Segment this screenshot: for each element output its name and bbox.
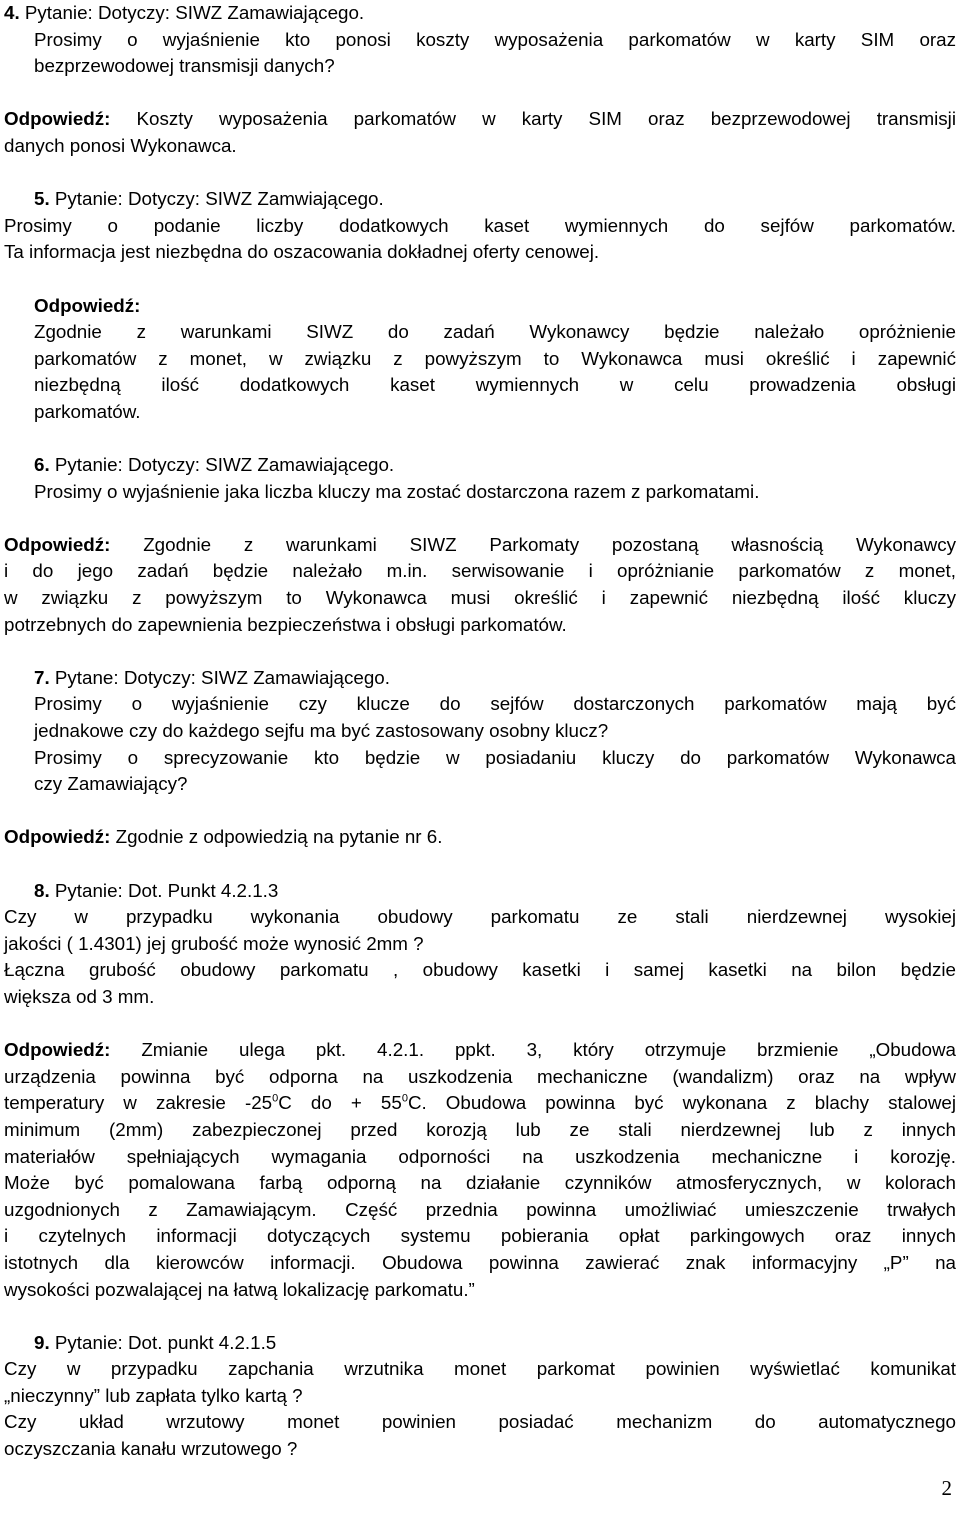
answer-label: Odpowiedź: <box>4 533 111 555</box>
question-6 <box>4 452 956 638</box>
question-7 <box>4 665 956 851</box>
question-4 <box>4 0 956 160</box>
question-topic: Dotyczy: SIWZ Zamawiającego. <box>127 454 395 476</box>
question-topic: Dotyczy: SIWZ Zamawiającego. <box>123 666 390 688</box>
answer-label: Odpowiedź: <box>4 826 111 848</box>
page-number: 2 <box>941 1476 952 1500</box>
question-9 <box>4 1330 956 1463</box>
question-topic: Dotyczy: SIWZ Zamawiającego. <box>97 2 365 23</box>
answer: Odpowiedź: Zmianie ulega pkt. 4.2.1. ppkt. 3, który otrzymuje brzmienie „Obudowa urządzenia powinna być odporna na uszkodzenia mechaniczne (wandalizm) oraz na wpływ temperatury w zakresie $-25^0C$ do + $55^0C$. Obudowa powinna być wykonana z blachy stalowej minimum (2mm) zabezpieczonej przed korozją lub ze stali nierdzewnej lub z innych materiałów spełniających wymagania odporności na uszkodzenia mechaniczne i korozję. Może być pomalowana farbą odporną na działanie czynników atmosferycznych, w kolorach uzgodnionych z Zamawiającym. Część przednia powinna umożliwiać umieszczenie trwałych i czytelnych informacji dotyczących systemu pobierania opłat parkingowych oraz innych istotnych dla kierowców informacji. Obudowa powinna zawierać znak informacyjny „P” na wysokości pozwalającej na łatwą lokalizację parkomatu.” <box>4 1039 957 1300</box>
question-number: 5. <box>34 188 50 210</box>
question-label: Pytanie: <box>24 2 93 23</box>
question-label: Pytanie: <box>54 188 123 210</box>
question-text: Czy w przypadku zapchania wrzutnika monet parkomat powinien wyświetlać komunikat „nieczynny” lub zapłata tylko kartą ? Czy układ wrzutowy monet powinien posiadać mechanizm do automatycznego oczyszczania kanału wrzutowego ? <box>4 1358 956 1460</box>
question-label: Pytanie: <box>54 879 123 901</box>
document-page <box>4 0 956 1463</box>
question-text: Prosimy o podanie liczby dodatkowych kaset wymiennych do sejfów parkomatów. Ta informacja jest niezbędna do oszacowania dokładnej oferty cenowej. <box>4 214 956 263</box>
answer-label: Odpowiedź: <box>4 108 111 130</box>
question-label: Pytane: <box>54 666 119 688</box>
question-number: 4. <box>4 2 20 23</box>
question-label: Pytanie: <box>54 454 123 476</box>
answer: Odpowiedź: Zgodnie z warunkami SIWZ Parkomaty pozostaną własnością Wykonawcy i do jego zadań będzie należało m.in. serwisowanie i opróżnianie parkomatów z monet, w związku z powyższym to Wykonawca musi określić i zapewnić niezbędną ilość kluczy potrzebnych do zapewnienia bezpieczeństwa i obsługi parkomatów. <box>4 533 956 635</box>
question-5 <box>4 186 956 425</box>
answer-label: Odpowiedź: <box>34 294 141 316</box>
question-text: Czy w przypadku wykonania obudowy parkomatu ze stali nierdzewnej wysokiej jakości ( 1.4301) jej grubość może wynosić 2mm ? Łączna grubość obudowy parkomatu , obudowy kasetki i samej kasetki na bilon będzie większa od 3 mm. <box>4 906 956 1007</box>
question-label: Pytanie: <box>54 1331 123 1353</box>
question-number: 9. <box>34 1331 50 1353</box>
question-topic: Dot. punkt 4.2.1.5 <box>127 1331 277 1353</box>
question-number: 6. <box>34 454 50 476</box>
question-topic: Dotyczy: SIWZ Zamwiającego. <box>127 188 384 210</box>
question-text: Prosimy o wyjaśnienie kto ponosi koszty wyposażenia parkomatów w karty SIM oraz bezprzewodowej transmisji danych? <box>34 28 956 77</box>
question-number: 7. <box>34 666 50 688</box>
question-text: Prosimy o wyjaśnienie czy klucze do sejfów dostarczonych parkomatów mają być jednakowe czy do każdego sejfu ma być zastosowany osobny klucz? Prosimy o sprecyzowanie kto będzie w posiadaniu kluczy do parkomatów Wykonawca czy Zamawiający? <box>34 693 956 795</box>
answer-label: Odpowiedź: <box>4 1039 111 1061</box>
question-number: 8. <box>34 879 50 901</box>
question-8 <box>4 878 956 1304</box>
question-topic: Dot. Punkt 4.2.1.3 <box>127 879 279 901</box>
answer: Odpowiedź: Koszty wyposażenia parkomatów w karty SIM oraz bezprzewodowej transmisji danych ponosi Wykonawca. <box>4 108 957 156</box>
answer: Odpowiedź: Zgodnie z odpowiedzią na pytanie nr 6. <box>4 826 443 848</box>
answer: Zgodnie z warunkami SIWZ do zadań Wykonawcy będzie należało opróżnienie parkomatów z monet, w związku z powyższym to Wykonawca musi określić i zapewnić niezbędną ilość dodatkowych kaset wymiennych w celu prowadzenia obsługi parkomatów. <box>34 321 956 422</box>
question-text: Prosimy o wyjaśnienie jaka liczba kluczy ma zostać dostarczona razem z parkomatami. <box>34 480 760 502</box>
